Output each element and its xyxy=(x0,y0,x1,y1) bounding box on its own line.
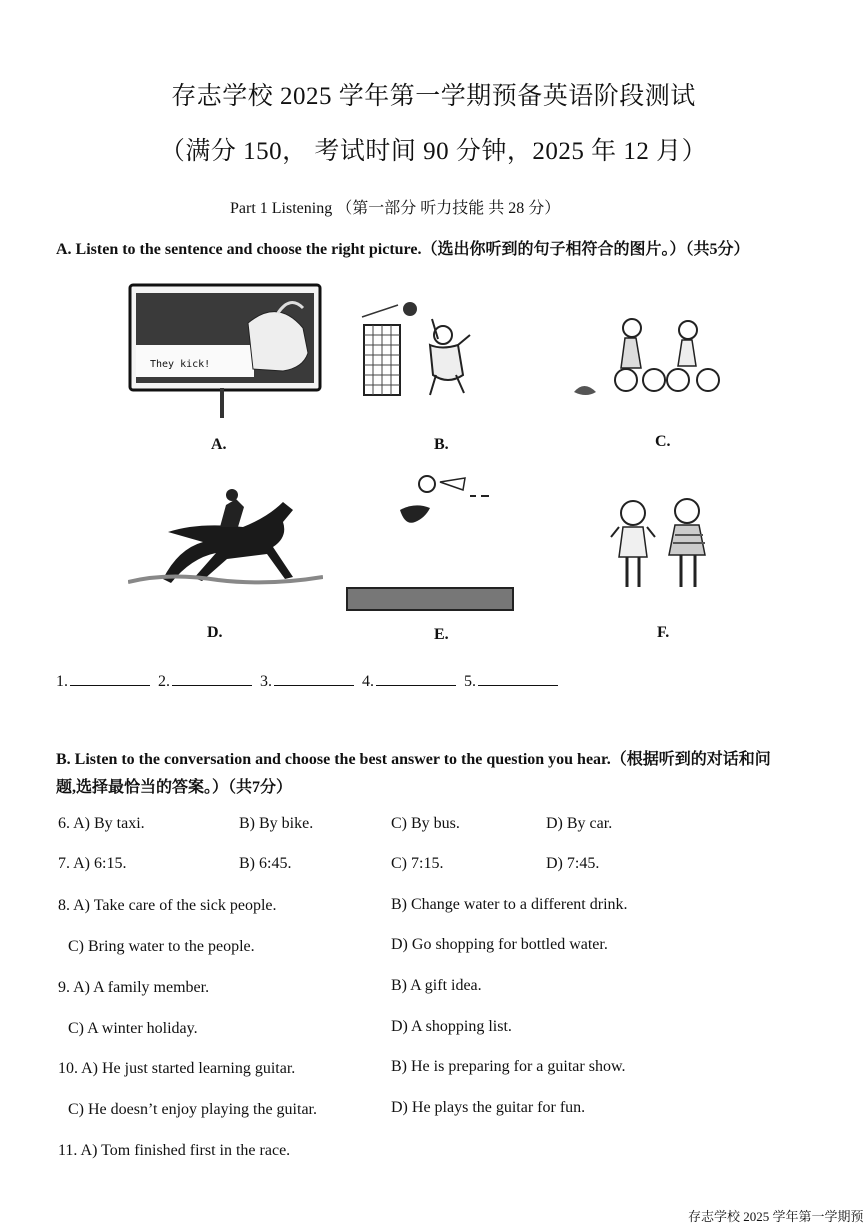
goat-sign-picture xyxy=(128,283,324,423)
q10-option-c[interactable]: C) He doesn’t enjoy playing the guitar. xyxy=(68,1101,317,1118)
part1-heading: Part 1 Listening （第一部分 听力技能 共 28 分） xyxy=(230,200,561,217)
volleyball-picture xyxy=(358,295,478,405)
picture-label-d: D. xyxy=(207,624,223,641)
diving-picture xyxy=(345,470,515,615)
q11-option-a[interactable]: 11. A) Tom finished first in the race. xyxy=(58,1142,291,1159)
q7-option-c[interactable]: C) 7:15. xyxy=(391,855,444,872)
q6-option-b[interactable]: B) By bike. xyxy=(239,815,314,832)
picture-label-c: C. xyxy=(655,433,671,450)
kids-cycling-picture xyxy=(570,310,725,405)
q7-option-d[interactable]: D) 7:45. xyxy=(546,855,600,872)
q8-option-d[interactable]: D) Go shopping for bottled water. xyxy=(391,936,608,953)
q9-option-a[interactable]: 9. A) A family member. xyxy=(58,979,210,996)
picture-label-b: B. xyxy=(434,436,449,453)
answer-blank-4[interactable] xyxy=(376,684,456,686)
q6-option-c[interactable]: C) By bus. xyxy=(391,815,460,832)
blank-label-5: 5. xyxy=(464,673,476,690)
q6-option-d[interactable]: D) By car. xyxy=(546,815,613,832)
q10-option-b[interactable]: B) He is preparing for a guitar show. xyxy=(391,1058,626,1075)
section-a-heading: A. Listen to the sentence and choose the right picture.（选出你听到的句子相符合的图片。）（共5分） xyxy=(56,241,750,258)
picture-label-a: A. xyxy=(211,436,227,453)
q8-option-a[interactable]: 8. A) Take care of the sick people. xyxy=(58,897,277,914)
q10-option-a[interactable]: 10. A) He just started learning guitar. xyxy=(58,1060,296,1077)
blank-label-4: 4. xyxy=(362,673,374,690)
picture-label-f: F. xyxy=(657,624,670,641)
exam-subtitle: （满分 150， 考试时间 90 分钟，2025 年 12 月） xyxy=(159,138,708,165)
picture-label-e: E. xyxy=(434,626,449,643)
q6-option-a[interactable]: 6. A) By taxi. xyxy=(58,815,145,832)
q7-option-b[interactable]: B) 6:45. xyxy=(239,855,292,872)
q8-option-c[interactable]: C) Bring water to the people. xyxy=(68,938,255,955)
page-footer: 存志学校 2025 学年第一学期预 xyxy=(688,1209,864,1224)
answer-blank-3[interactable] xyxy=(274,684,354,686)
answer-blank-2[interactable] xyxy=(172,684,252,686)
horse-rider-picture xyxy=(128,487,323,592)
two-children-picture xyxy=(605,495,715,595)
answer-blanks-row xyxy=(56,673,562,691)
exam-title: 存志学校 2025 学年第一学期预备英语阶段测试 xyxy=(171,83,696,110)
answer-blank-1[interactable] xyxy=(70,684,150,686)
q8-option-b[interactable]: B) Change water to a different drink. xyxy=(391,896,628,913)
section-b-heading-line2: 题,选择最恰当的答案。）（共7分） xyxy=(56,779,293,796)
q9-option-b[interactable]: B) A gift idea. xyxy=(391,977,482,994)
blank-label-2: 2. xyxy=(158,673,170,690)
q10-option-d[interactable]: D) He plays the guitar for fun. xyxy=(391,1099,586,1116)
q9-option-c[interactable]: C) A winter holiday. xyxy=(68,1020,198,1037)
q7-option-a[interactable]: 7. A) 6:15. xyxy=(58,855,127,872)
section-b-heading-line1: B. Listen to the conversation and choose the best answer to the question you hear.（根据听到的对话和问 xyxy=(56,751,771,768)
blank-label-3: 3. xyxy=(260,673,272,690)
goat-sign-text: They kick! xyxy=(150,359,211,370)
answer-blank-5[interactable] xyxy=(478,684,558,686)
blank-label-1: 1. xyxy=(56,673,68,690)
q9-option-d[interactable]: D) A shopping list. xyxy=(391,1018,512,1035)
